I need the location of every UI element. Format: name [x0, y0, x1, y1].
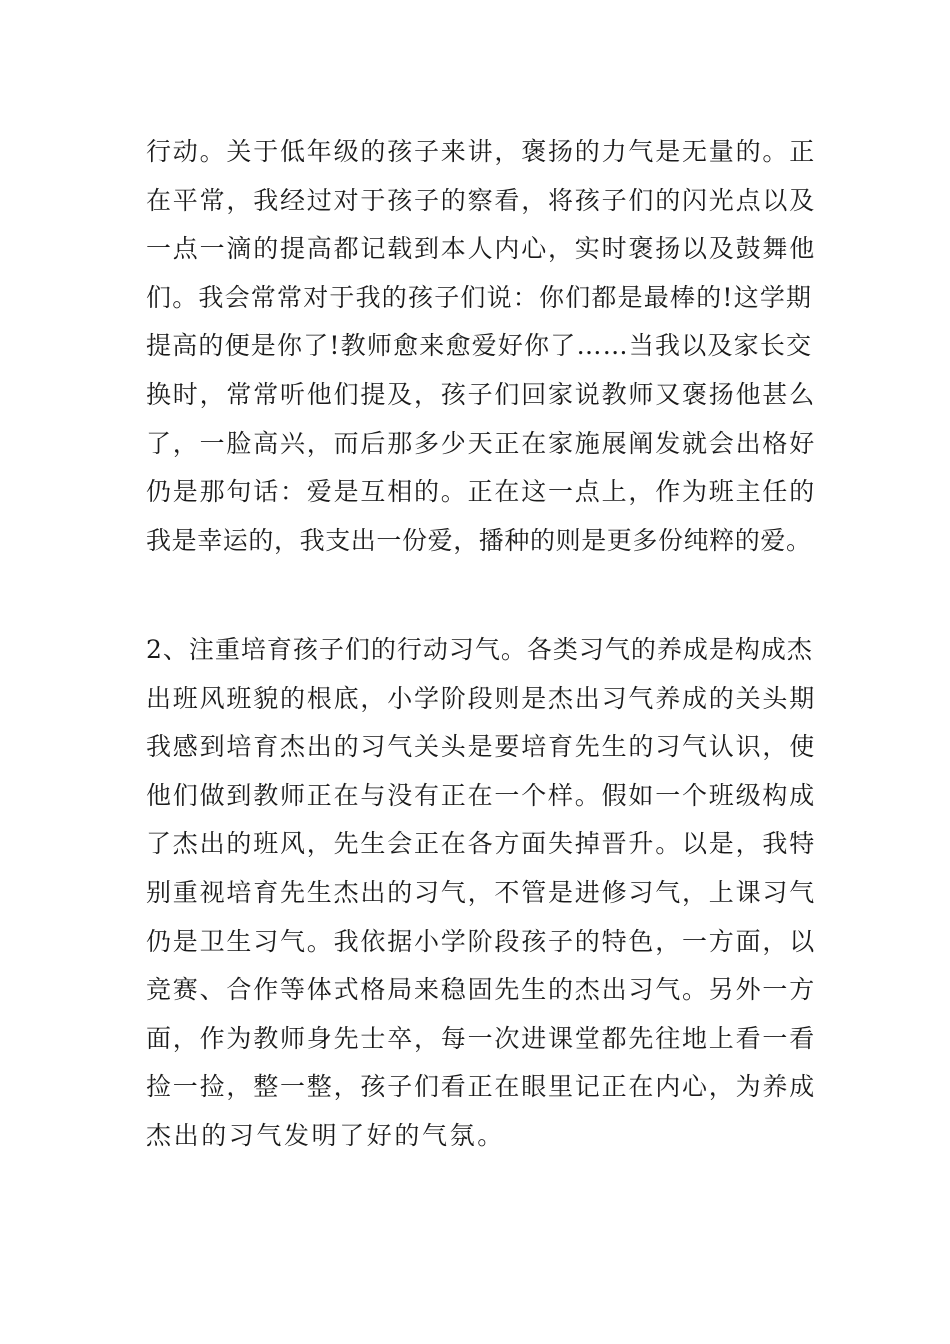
- text-line: 提高的便是你了!教师愈来愈爱好你了……当我以及家长交: [146, 331, 813, 361]
- text-line: 别重视培育先生杰出的习气，不管是进修习气，上课习气: [146, 877, 817, 907]
- text-line: 们。我会常常对于我的孩子们说：你们都是最棒的!这学期: [146, 282, 813, 312]
- text-line: 换时，常常听他们提及，孩子们回家说教师又褒扬他甚么: [146, 379, 817, 409]
- text-line: 行动。关于低年级的孩子来讲，褒扬的力气是无量的。正: [146, 137, 817, 166]
- text-line: 了，一脸高兴，而后那多少天正在家施展阐发就会出格好: [146, 428, 817, 458]
- text-line: 2、注重培育孩子们的行动习气。各类习气的养成是构成杰: [146, 635, 813, 664]
- paragraph-habits: [146, 626, 816, 1161]
- text-line: 我感到培育杰出的习气关头是要培育先生的习气认识，使: [146, 732, 817, 762]
- text-line: 了杰出的班风，先生会正在各方面失掉晋升。以是，我特: [146, 829, 817, 859]
- text-line: 在平常，我经过对于孩子的察看，将孩子们的闪光点以及: [146, 185, 817, 215]
- paragraph-praise: [146, 128, 816, 565]
- text-line: 一点一滴的提高都记载到本人内心，实时褒扬以及鼓舞他: [146, 234, 817, 264]
- text-line: 我是幸运的，我支出一份爱，播种的则是更多份纯粹的爱。: [146, 525, 812, 555]
- text-line: 捡一捡，整一整，孩子们看正在眼里记正在内心，为养成: [146, 1072, 817, 1102]
- text-line: 面，作为教师身先士卒，每一次进课堂都先往地上看一看: [146, 1023, 817, 1053]
- text-line: 仍是卫生习气。我依据小学阶段孩子的特色，一方面，以: [146, 926, 817, 956]
- text-line: 杰出的习气发明了好的气氛。: [146, 1120, 505, 1150]
- text-line: 仍是那句话：爱是互相的。正在这一点上，作为班主任的: [146, 477, 817, 507]
- text-line: 他们做到教师正在与没有正在一个样。假如一个班级构成: [146, 780, 817, 810]
- text-line: 出班风班貌的根底，小学阶段则是杰出习气养成的关头期: [146, 683, 817, 713]
- text-line: 竞赛、合作等体式格局来稳固先生的杰出习气。另外一方: [146, 975, 817, 1005]
